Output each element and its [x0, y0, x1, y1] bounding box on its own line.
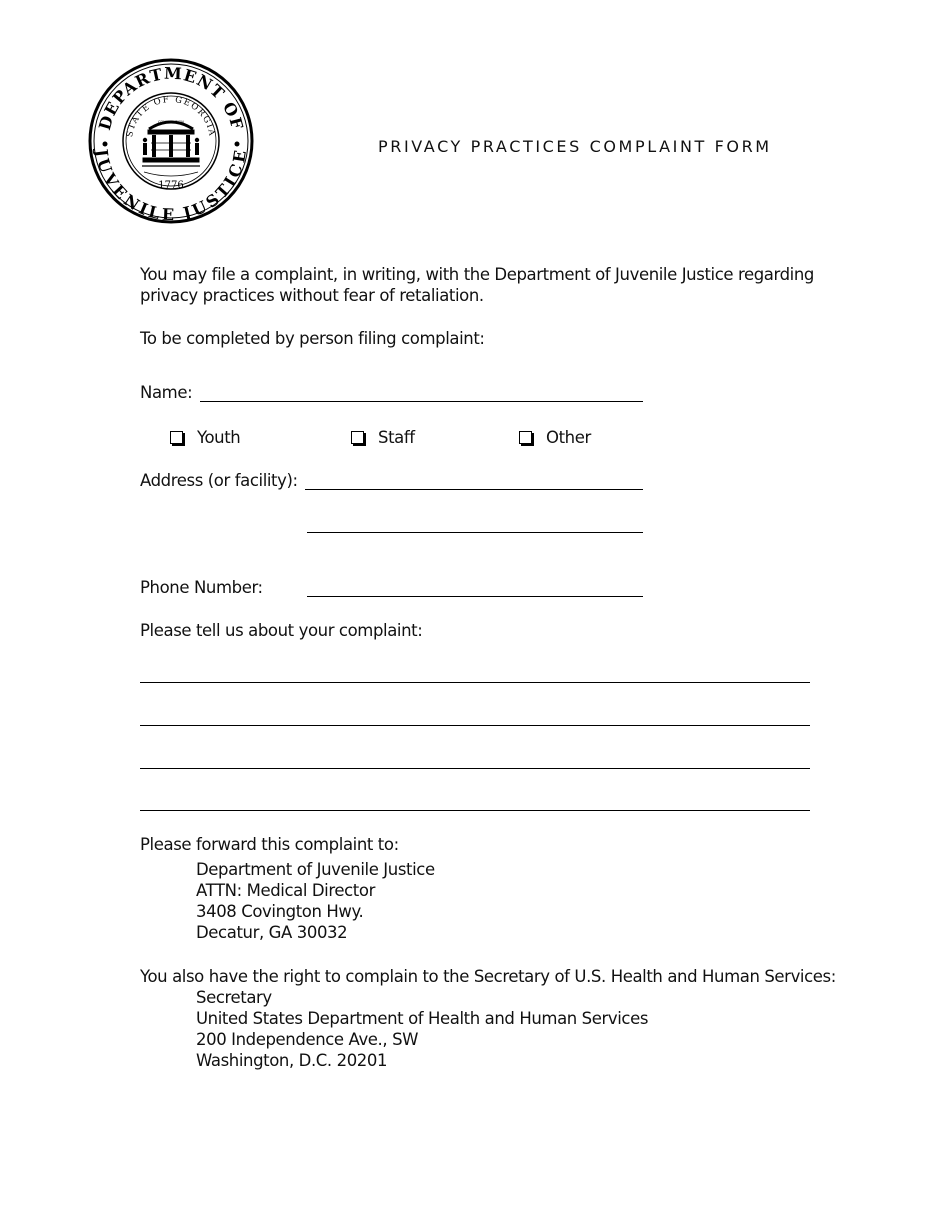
hhs-address-line: 200 Independence Ave., SW	[196, 1030, 419, 1049]
youth-checkbox[interactable]	[170, 431, 183, 444]
forward-address-line: Decatur, GA 30032	[196, 923, 348, 942]
forward-address-line: ATTN: Medical Director	[196, 881, 375, 900]
arch-icon	[142, 122, 200, 166]
other-checkbox[interactable]	[519, 431, 532, 444]
address-field-line-1[interactable]	[305, 489, 643, 490]
other-label: Other	[546, 427, 591, 447]
complaint-field-line-4[interactable]	[140, 810, 810, 811]
intro-line-1: You may file a complaint, in writing, with the Department of Juvenile Justice regarding	[140, 265, 814, 284]
seal-year: 1776	[158, 180, 184, 191]
complaint-field-line-3[interactable]	[140, 768, 810, 769]
youth-label: Youth	[197, 427, 241, 447]
forward-address-line: 3408 Covington Hwy.	[196, 902, 364, 921]
hhs-address-line: Washington, D.C. 20201	[196, 1051, 388, 1070]
checkbox-staff-group[interactable]	[351, 426, 415, 448]
address-label: Address (or facility):	[140, 471, 298, 490]
checkbox-other-group[interactable]	[519, 426, 591, 448]
address-field-line-2[interactable]	[307, 532, 643, 533]
seal-inner-text: STATE OF GEORGIA	[125, 94, 217, 139]
staff-label: Staff	[378, 427, 415, 447]
complaint-field-line-1[interactable]	[140, 682, 810, 683]
forward-address	[196, 859, 435, 943]
staff-checkbox[interactable]	[351, 431, 364, 444]
seal-banner: CONSTITUTION	[158, 120, 184, 124]
seal-text-top: DEPARTMENT OF	[94, 63, 248, 133]
complaint-field-line-2[interactable]	[140, 725, 810, 726]
hhs-address-line: Secretary	[196, 988, 272, 1007]
complaint-label: Please tell us about your complaint:	[140, 621, 423, 640]
intro-line-2: privacy practices without fear of retaliation.	[140, 286, 484, 305]
hhs-address	[196, 987, 648, 1071]
phone-field[interactable]	[307, 596, 643, 597]
phone-label: Phone Number:	[140, 578, 263, 597]
checkbox-youth-group[interactable]	[170, 426, 240, 448]
hhs-address-line: United States Department of Health and Human Services	[196, 1009, 649, 1028]
forward-address-line: Department of Juvenile Justice	[196, 860, 435, 879]
seal-text-bottom: JUVENILE JUSTICE	[92, 147, 251, 224]
name-label: Name:	[140, 383, 193, 402]
form-title: PRIVACY PRACTICES COMPLAINT FORM	[378, 137, 772, 156]
instruction-text: To be completed by person filing complaint:	[140, 329, 485, 348]
intro-paragraph	[140, 264, 814, 306]
department-seal	[88, 58, 254, 224]
hhs-heading: You also have the right to complain to the Secretary of U.S. Health and Human Services:	[140, 967, 836, 986]
name-field[interactable]	[200, 401, 643, 402]
forward-heading: Please forward this complaint to:	[140, 835, 399, 854]
